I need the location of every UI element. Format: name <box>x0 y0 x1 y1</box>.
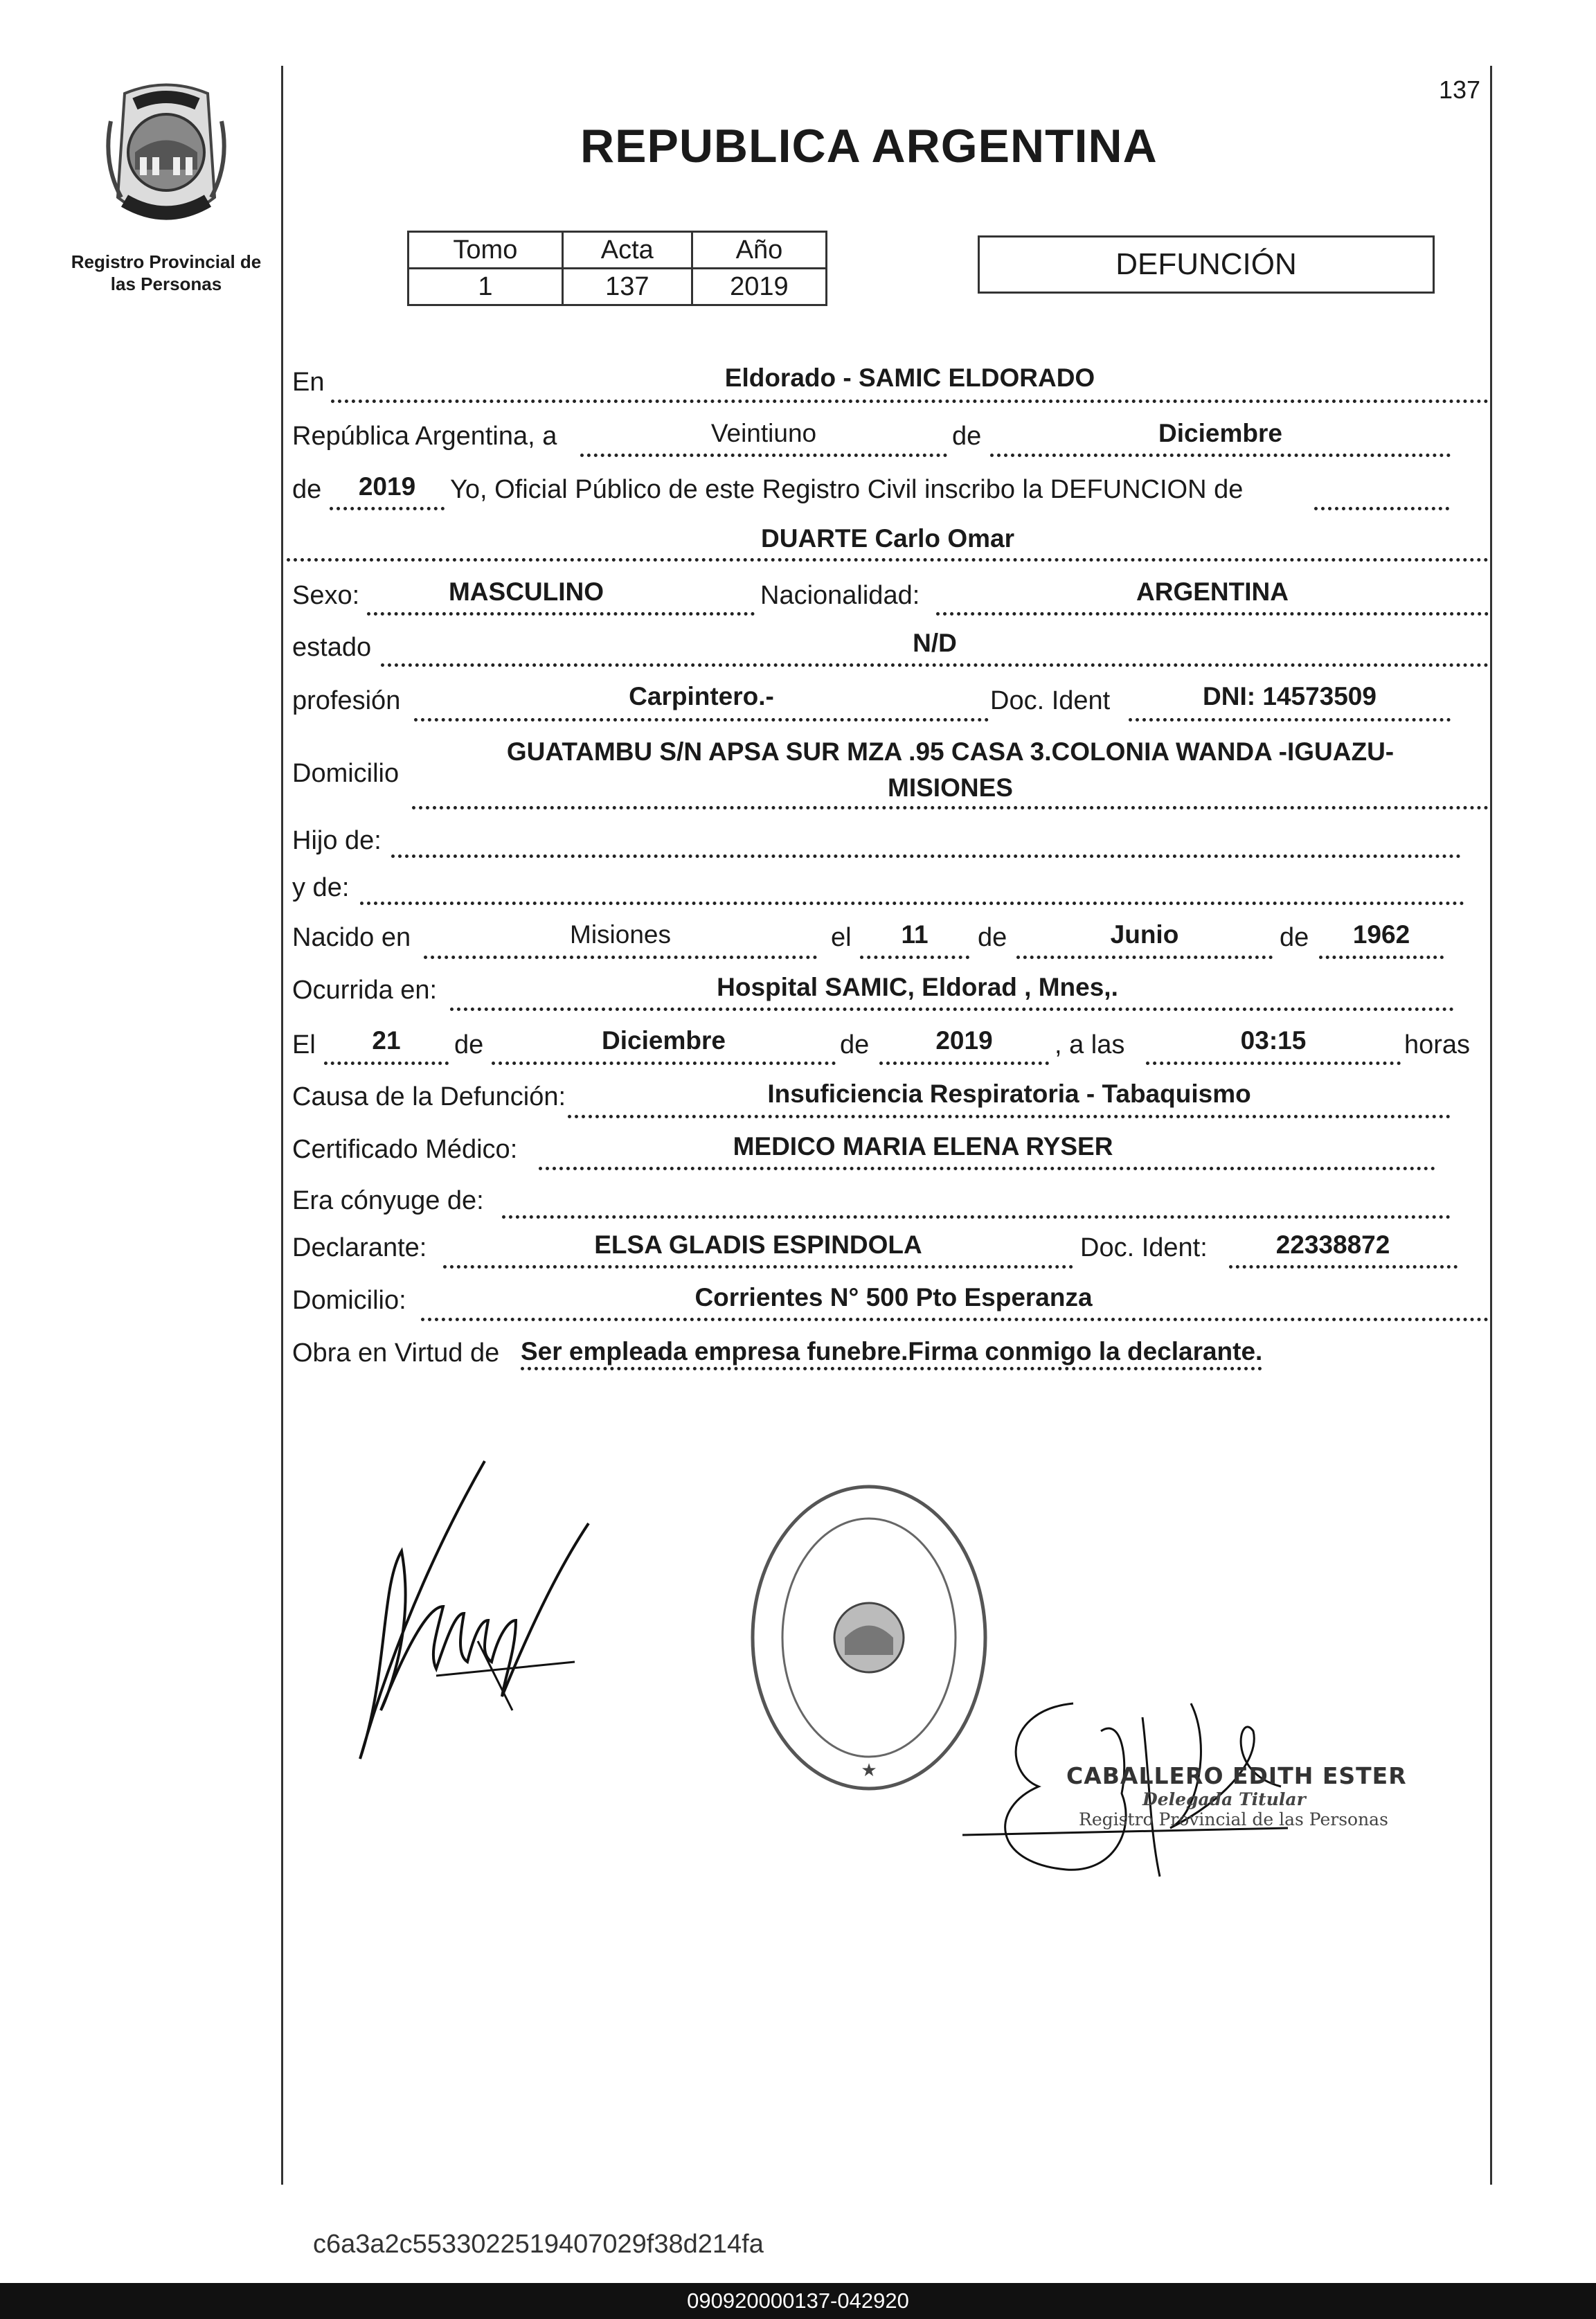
de-label: de <box>952 422 982 451</box>
fallec-de-label: de <box>454 1030 484 1059</box>
footer-id-bar: 090920000137-042920 <box>0 2283 1596 2319</box>
oficial-statement: Yo, Oficial Público de este Registro Civil inscribo la DEFUNCION de <box>450 475 1244 504</box>
hora-value: 03:15 <box>1240 1026 1307 1055</box>
certificado-label: Certificado Médico: <box>292 1135 518 1164</box>
decl-doc-label: Doc. Ident: <box>1080 1233 1208 1262</box>
horas-label: horas <box>1404 1030 1471 1059</box>
de-anio-label: de <box>292 475 322 504</box>
hijo-label: Hijo de: <box>292 826 382 855</box>
ref-header-tomo: Tomo <box>409 232 563 269</box>
official-stamp <box>1066 1762 1426 1829</box>
provincial-seal-logo <box>97 80 235 232</box>
sexo-value: MASCULINO <box>448 577 604 606</box>
fallec-dia-value: 21 <box>372 1026 401 1055</box>
document-type-box: DEFUNCIÓN <box>978 235 1435 294</box>
official-stamp-office: Registro Provincial de las Personas <box>1079 1809 1388 1829</box>
conyuge-dotted-line <box>502 1215 1451 1219</box>
ocurrida-value: Hospital SAMIC, Eldorad , Mnes,. <box>717 973 1118 1001</box>
decl-doc-value: 22338872 <box>1275 1230 1390 1259</box>
nacido-de-label: de <box>978 923 1007 952</box>
ref-header-anio: Año <box>692 232 826 269</box>
sexo-label: Sexo: <box>292 581 360 610</box>
declarante-dotted-line <box>443 1265 1073 1269</box>
yde-label: y de: <box>292 873 350 902</box>
org-name-line2: las Personas <box>110 274 222 294</box>
mes-dotted-line <box>990 454 1451 457</box>
anio-value: 2019 <box>358 472 416 501</box>
estado-label: estado <box>292 633 372 662</box>
ref-header-acta: Acta <box>562 232 692 269</box>
ref-value-anio: 2019 <box>692 269 826 305</box>
obra-value: Ser empleada empresa funebre.Firma conmigo la declarante. <box>521 1336 1262 1370</box>
nacionalidad-dotted-line <box>936 612 1489 616</box>
ref-value-tomo: 1 <box>409 269 563 305</box>
estado-value: N/D <box>913 629 957 657</box>
reference-table <box>407 231 827 306</box>
official-stamp-name: CABALLERO EDITH ESTER <box>1066 1762 1407 1789</box>
right-margin-rule <box>1490 66 1492 2185</box>
causa-value: Insuficiencia Respiratoria - Tabaquismo <box>767 1080 1251 1108</box>
declarante-label: Declarante: <box>292 1233 427 1262</box>
alas-label: , a las <box>1055 1030 1125 1059</box>
hora-dotted-line <box>1146 1062 1401 1065</box>
oficial-dotted-line <box>1314 507 1449 510</box>
org-name <box>62 251 270 295</box>
nacido-dia-dotted-line <box>860 956 969 959</box>
document-hash: c6a3a2c5533022519407029f38d214fa <box>313 2230 764 2259</box>
nacido-el-label: el <box>831 923 852 952</box>
ocurrida-label: Ocurrida en: <box>292 976 438 1005</box>
page-number: 137 <box>1439 75 1481 104</box>
page-title: REPUBLICA ARGENTINA <box>580 120 1158 172</box>
svg-text:★: ★ <box>861 1760 877 1781</box>
nombre-dotted-line <box>287 558 1489 562</box>
el-label: El <box>292 1030 316 1059</box>
nacido-de2-label: de <box>1280 923 1309 952</box>
fallec-de2-label: de <box>840 1030 870 1059</box>
decl-domicilio-value: Corrientes N° 500 Pto Esperanza <box>694 1283 1093 1311</box>
republica-label: República Argentina, a <box>292 422 557 451</box>
nacido-dia-value: 11 <box>901 920 929 949</box>
nacido-mes-dotted-line <box>1016 956 1273 959</box>
domicilio-value: GUATAMBU S/N APSA SUR MZA .95 CASA 3.COLONIA WANDA -IGUAZU- MISIONES <box>506 737 1395 802</box>
sexo-dotted-line <box>367 612 755 616</box>
doc-ident-value: DNI: 14573509 <box>1203 682 1377 710</box>
dia-value: Veintiuno <box>710 419 817 447</box>
fallec-mes-dotted-line <box>492 1062 836 1065</box>
profesion-label: profesión <box>292 686 401 715</box>
conyuge-label: Era cónyuge de: <box>292 1186 484 1215</box>
nacido-lugar-dotted-line <box>424 956 817 959</box>
anio-dotted-line <box>330 507 445 510</box>
ref-value-acta: 137 <box>562 269 692 305</box>
decl-domicilio-dotted-line <box>421 1318 1489 1321</box>
decl-doc-dotted-line <box>1229 1265 1458 1269</box>
declarant-signature <box>339 1447 602 1780</box>
causa-dotted-line <box>568 1115 1451 1118</box>
profesion-value: Carpintero.- <box>629 682 774 710</box>
declarante-value: ELSA GLADIS ESPINDOLA <box>594 1230 922 1259</box>
left-margin-rule <box>281 66 283 2185</box>
obra-label: Obra en Virtud de <box>292 1338 500 1368</box>
en-dotted-line <box>331 400 1489 403</box>
fallec-mes-value: Diciembre <box>602 1026 726 1055</box>
estado-dotted-line <box>381 663 1489 667</box>
nacido-mes-value: Junio <box>1110 920 1179 949</box>
fallec-anio-value: 2019 <box>935 1026 993 1055</box>
domicilio-dotted-line <box>412 806 1489 809</box>
nacido-label: Nacido en <box>292 923 411 952</box>
dia-dotted-line <box>580 454 947 457</box>
official-stamp-role: Delegada Titular <box>1142 1789 1306 1809</box>
certificado-dotted-line <box>539 1167 1435 1170</box>
deceased-name: DUARTE Carlo Omar <box>761 524 1014 553</box>
nacionalidad-label: Nacionalidad: <box>760 581 920 610</box>
fallec-dia-dotted-line <box>324 1062 449 1065</box>
ocurrida-dotted-line <box>450 1008 1454 1011</box>
doc-ident-label: Doc. Ident <box>990 686 1111 715</box>
doc-ident-dotted-line <box>1129 718 1451 722</box>
domicilio-label: Domicilio <box>292 759 400 788</box>
registry-stamp <box>748 1482 990 1793</box>
fallec-anio-dotted-line <box>879 1062 1049 1065</box>
certificado-value: MEDICO MARIA ELENA RYSER <box>733 1132 1113 1161</box>
decl-domicilio-label: Domicilio: <box>292 1286 406 1315</box>
en-value: Eldorado - SAMIC ELDORADO <box>724 364 1095 392</box>
nacido-lugar-value: Misiones <box>570 920 671 949</box>
org-name-line1: Registro Provincial de <box>71 251 262 272</box>
profesion-dotted-line <box>414 718 989 722</box>
yde-dotted-line <box>360 902 1464 905</box>
nacionalidad-value: ARGENTINA <box>1136 577 1289 606</box>
hijo-dotted-line <box>391 854 1461 858</box>
mes-value: Diciembre <box>1158 419 1282 447</box>
en-label: En <box>292 368 325 397</box>
nacido-anio-dotted-line <box>1319 956 1444 959</box>
nacido-anio-value: 1962 <box>1352 920 1410 949</box>
causa-label: Causa de la Defunción: <box>292 1082 566 1111</box>
